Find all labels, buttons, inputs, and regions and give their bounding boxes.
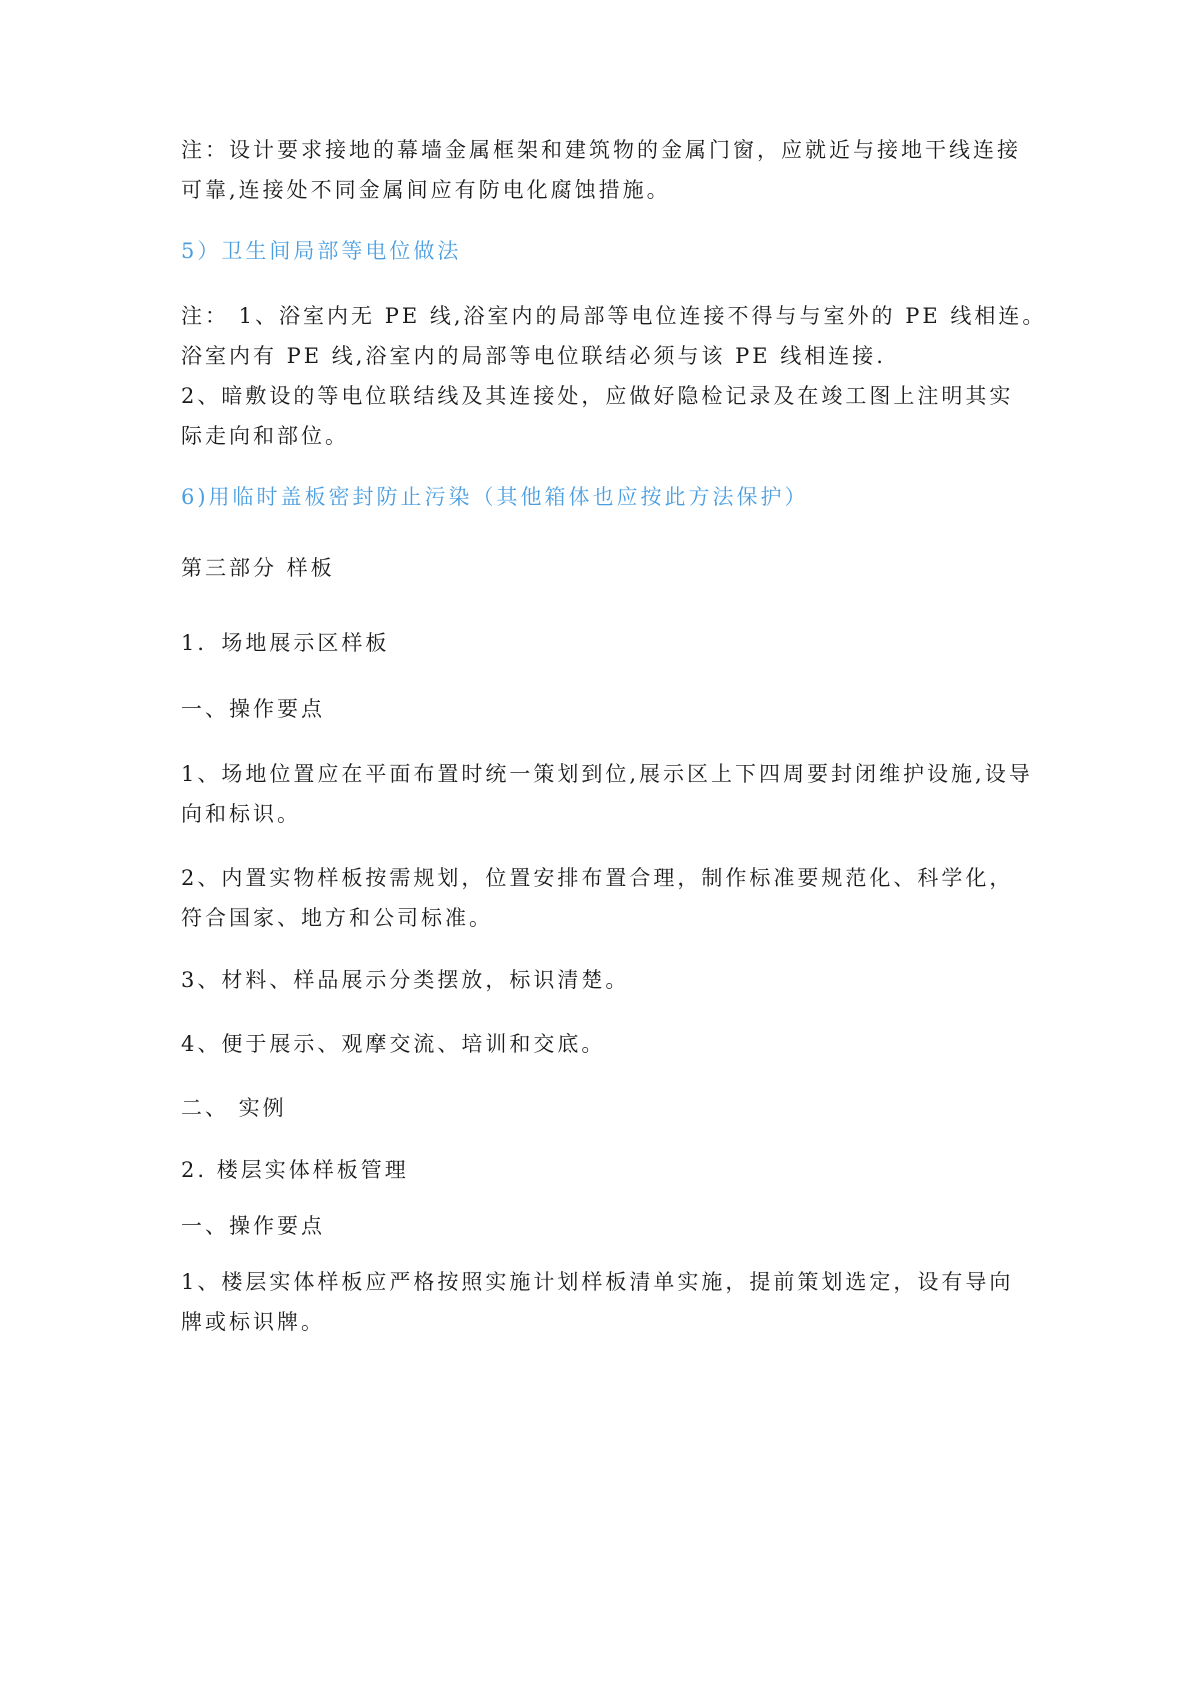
list-item [181,754,1033,834]
note-line: 注： 1、浴室内无 PE 线,浴室内的局部等电位连接不得与与室外的 PE 线相连。 [181,304,1047,328]
note-line: 浴室内有 PE 线,浴室内的局部等电位联结必须与该 PE 线相连接. [181,344,886,368]
item-line: 牌或标识牌。 [181,1310,325,1334]
list-item: 3、材料、样品展示分类摆放，标识清楚。 [181,968,630,992]
item-line: 符合国家、地方和公司标准。 [181,906,493,930]
note-bathroom [181,296,1047,456]
note-curtain-wall [181,130,1021,210]
part-title: 第三部分 样板 [181,556,335,580]
subsection-key-points: 一、操作要点 [181,1214,325,1238]
section-title-floor-samples: 2. 楼层实体样板管理 [181,1158,409,1182]
list-item [181,1262,1021,1342]
list-item: 4、便于展示、观摩交流、培训和交底。 [181,1032,606,1056]
section-title-site-display: 1．场地展示区样板 [181,631,390,655]
subsection-key-points: 一、操作要点 [181,697,325,721]
note-line: 2、暗敷设的等电位联结线及其连接处，应做好隐检记录及在竣工图上注明其实 [181,384,1014,408]
item-line: 2、内置实物样板按需规划，位置安排布置合理，制作标准要规范化、科学化， [181,866,1014,890]
note-line: 可靠,连接处不同金属间应有防电化腐蚀措施。 [181,178,671,202]
list-item [181,858,1021,938]
item-line: 1、楼层实体样板应严格按照实施计划样板清单实施，提前策划选定，设有导向 [181,1270,1014,1294]
subsection-examples: 二、 实例 [181,1096,287,1120]
heading-bathroom-equipotential: 5）卫生间局部等电位做法 [181,239,462,263]
note-line: 注：设计要求接地的幕墙金属框架和建筑物的金属门窗，应就近与接地干线连接 [181,138,1021,162]
item-line: 1、场地位置应在平面布置时统一策划到位,展示区上下四周要封闭维护设施,设导 [181,762,1033,786]
heading-temporary-cover: 6)用临时盖板密封防止污染（其他箱体也应按此方法保护） [181,485,809,509]
item-line: 向和标识。 [181,802,301,826]
note-line: 际走向和部位。 [181,424,349,448]
